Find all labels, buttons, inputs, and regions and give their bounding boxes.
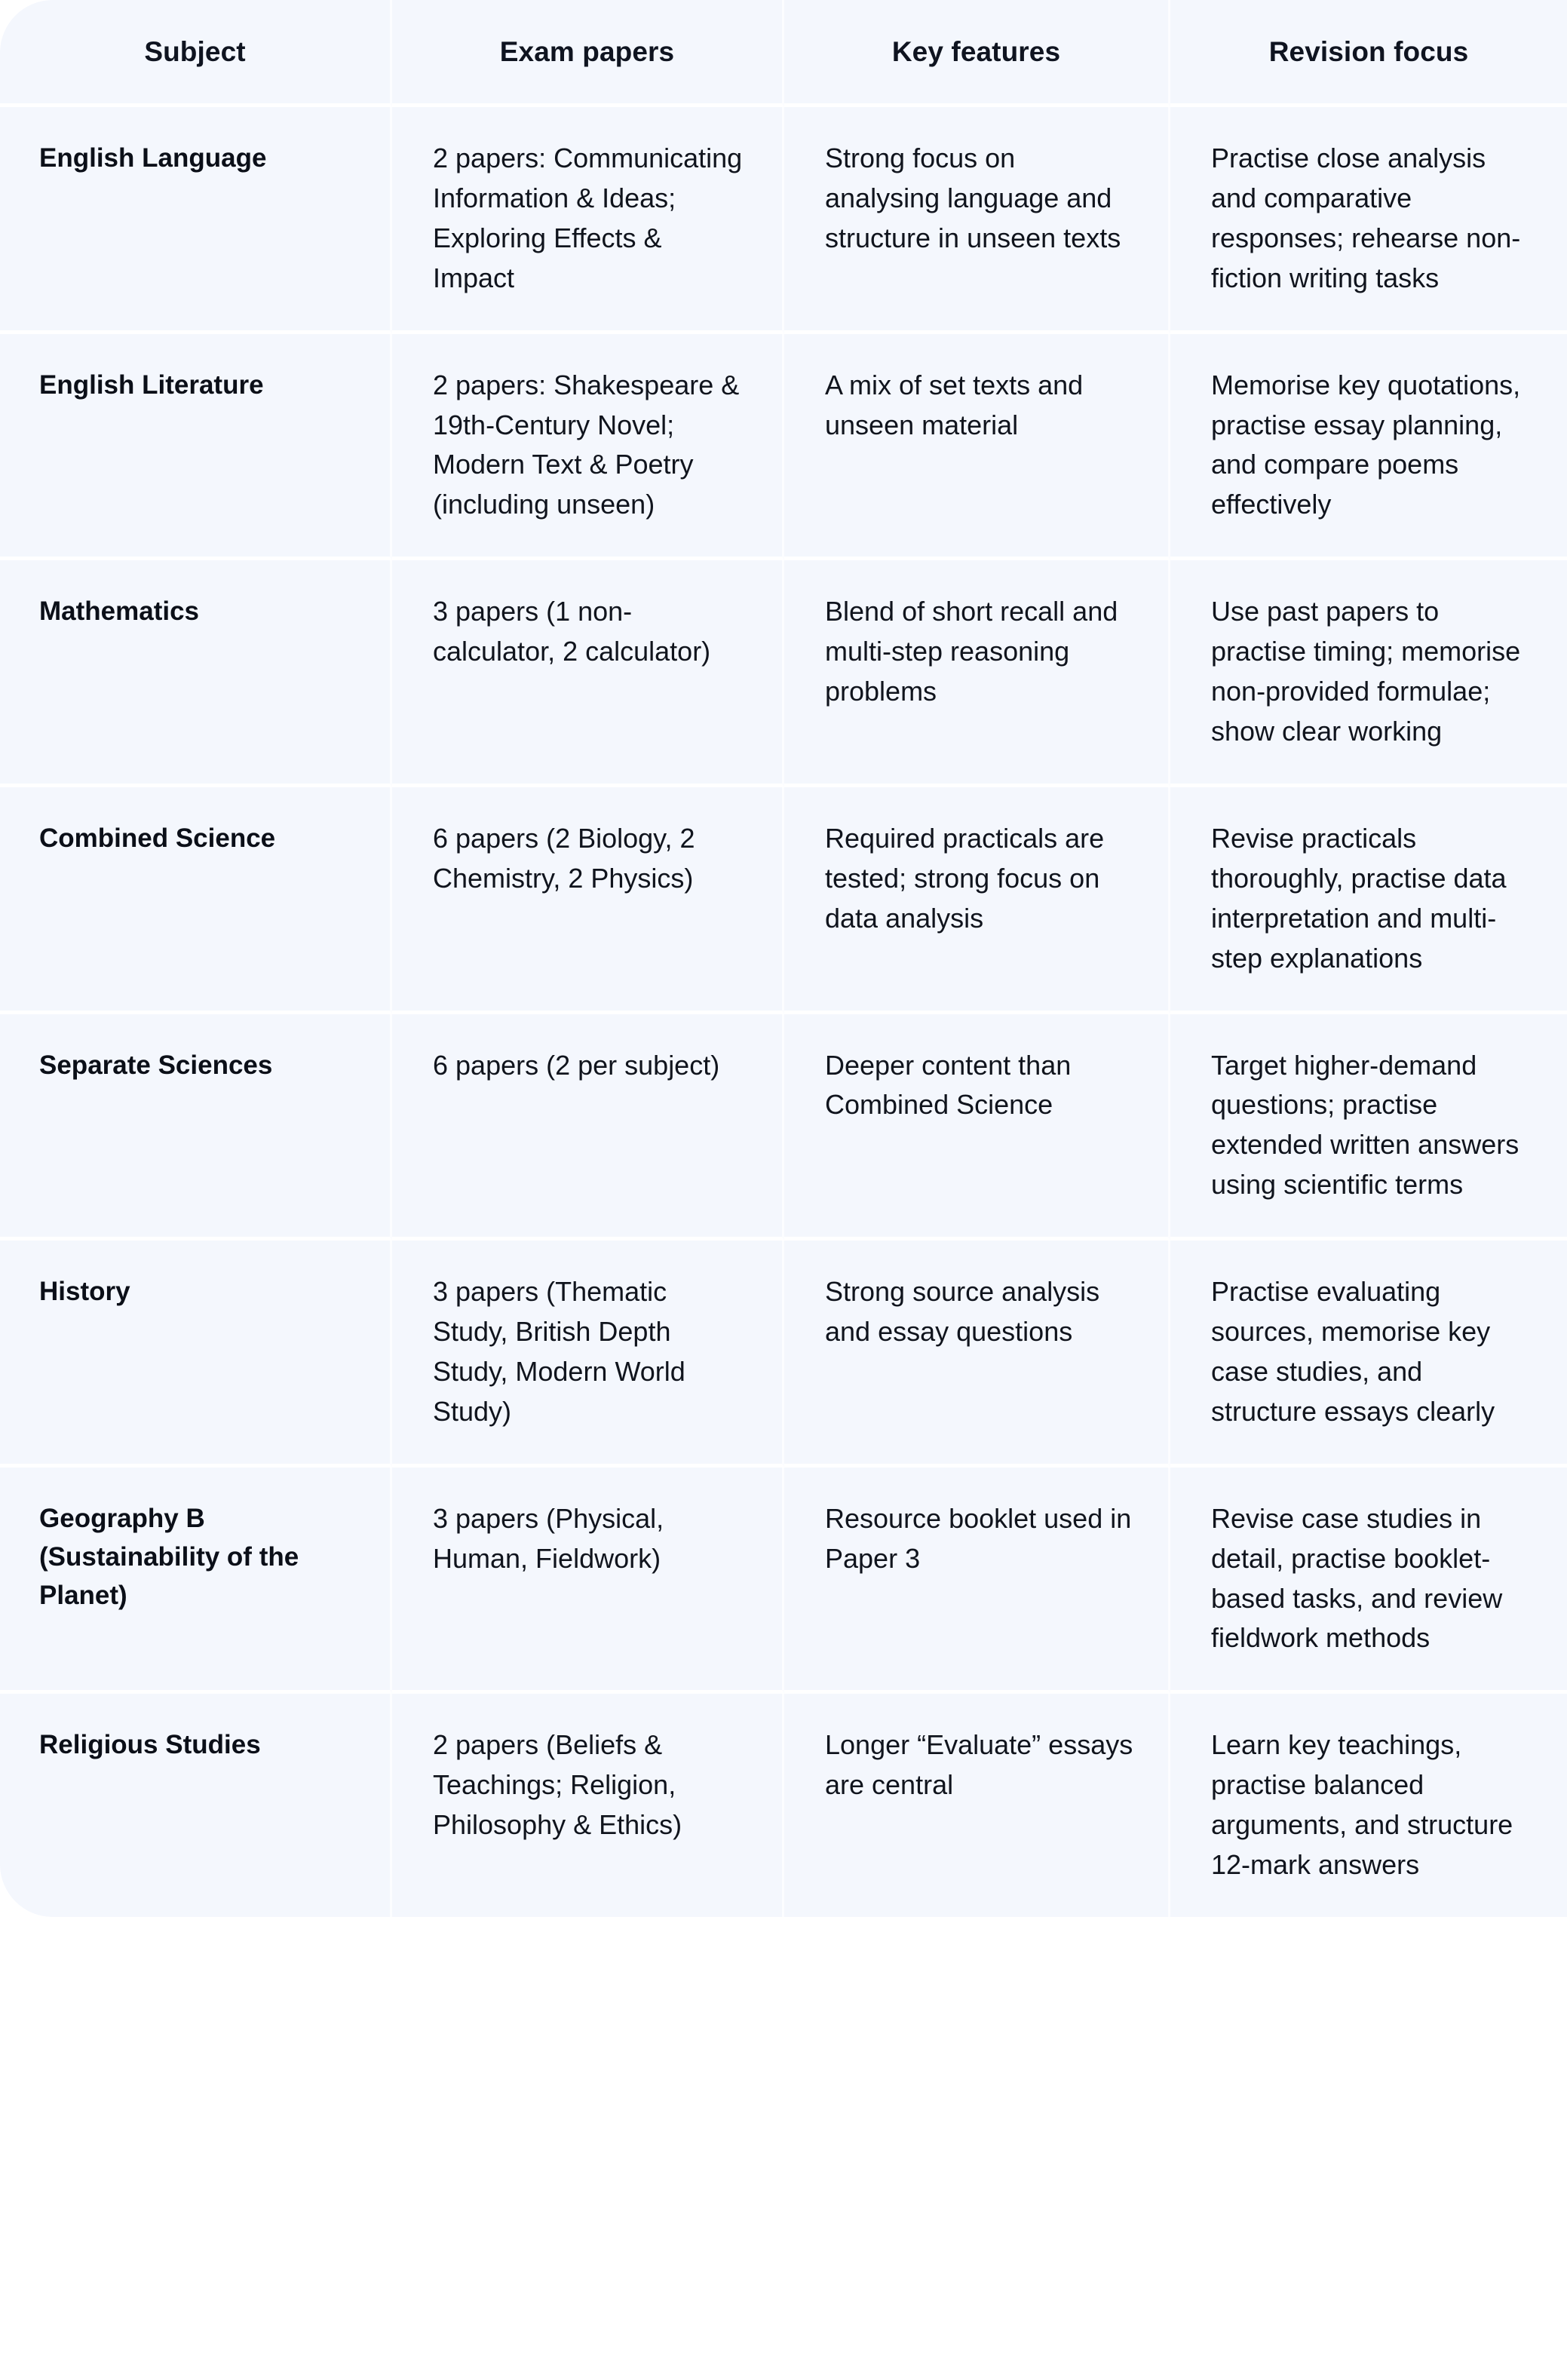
cell-exam-papers: [392, 1014, 784, 1241]
cell-subject: [0, 107, 392, 334]
table-row: [0, 1694, 1567, 1917]
subject-label: Mathematics: [39, 597, 200, 627]
cell-revision-focus: [1170, 1241, 1567, 1468]
cell-key-features: [784, 1014, 1170, 1241]
cell-key-features: [784, 560, 1170, 787]
table-row: [0, 787, 1567, 1014]
cell-revision-focus: [1170, 560, 1567, 787]
table-row: [0, 107, 1567, 334]
exam-papers-text: 3 papers (1 non-calculator, 2 calculator): [433, 596, 711, 667]
table-header: [0, 0, 1567, 107]
column-header-key-features: Key features: [784, 0, 1170, 107]
column-header-subject: Subject: [0, 0, 392, 107]
subject-label: History: [39, 1277, 130, 1307]
revision-focus-text: Use past papers to practise timing; memorise non-provided formulae; show clear working: [1211, 596, 1521, 747]
revision-focus-text: Target higher-demand questions; practise extended written answers using scientific terms: [1211, 1049, 1519, 1201]
cell-exam-papers: [392, 787, 784, 1014]
column-header-revision-focus: Revision focus: [1170, 0, 1567, 107]
cell-exam-papers: [392, 1694, 784, 1917]
cell-subject: [0, 334, 392, 561]
subject-label: Combined Science: [39, 823, 276, 853]
cell-revision-focus: [1170, 1468, 1567, 1695]
revision-focus-text: Practise evaluating sources, memorise key case studies, and structure essays clearly: [1211, 1276, 1495, 1427]
cell-key-features: [784, 1241, 1170, 1468]
revision-focus-text: Revise case studies in detail, practise booklet-based tasks, and review fieldwork methods: [1211, 1502, 1503, 1654]
table-row: [0, 1241, 1567, 1468]
revision-focus-text: Practise close analysis and comparative responses; rehearse non-fiction writing tasks: [1211, 143, 1521, 293]
cell-subject: [0, 1468, 392, 1695]
cell-subject: [0, 1014, 392, 1241]
cell-revision-focus: [1170, 1014, 1567, 1241]
cell-exam-papers: [392, 1468, 784, 1695]
exam-papers-text: 6 papers (2 Biology, 2 Chemistry, 2 Physics): [433, 822, 695, 894]
exam-papers-text: 2 papers: Shakespeare & 19th-Century Novel; Modern Text & Poetry (including unseen): [433, 369, 740, 520]
key-features-text: Strong focus on analysing language and structure in unseen texts: [825, 143, 1121, 253]
cell-exam-papers: [392, 334, 784, 561]
exam-papers-text: 3 papers (Thematic Study, British Depth Study, Modern World Study): [433, 1276, 685, 1427]
cell-subject: [0, 1694, 392, 1917]
subject-label: Religious Studies: [39, 1730, 261, 1760]
exam-papers-text: 6 papers (2 per subject): [433, 1049, 720, 1081]
subject-label: Geography B (Sustainability of the Planet): [39, 1503, 299, 1610]
exam-papers-text: 2 papers (Beliefs & Teachings; Religion, Philosophy & Ethics): [433, 1729, 682, 1841]
cell-revision-focus: [1170, 1694, 1567, 1917]
cell-revision-focus: [1170, 334, 1567, 561]
key-features-text: Longer “Evaluate” essays are central: [825, 1729, 1133, 1801]
column-header-exam-papers: Exam papers: [392, 0, 784, 107]
subject-label: English Language: [39, 143, 267, 173]
key-features-text: Resource booklet used in Paper 3: [825, 1502, 1132, 1574]
key-features-text: Blend of short recall and multi-step reasoning problems: [825, 596, 1118, 707]
table-row: [0, 1468, 1567, 1695]
cell-revision-focus: [1170, 787, 1567, 1014]
subject-label: English Literature: [39, 370, 264, 400]
exam-papers-text: 2 papers: Communicating Information & Ideas; Exploring Effects & Impact: [433, 143, 743, 293]
revision-focus-text: Revise practicals thoroughly, practise data interpretation and multi-step explanations: [1211, 822, 1507, 974]
header-row: [0, 0, 1567, 107]
table-body: [0, 107, 1567, 1917]
cell-key-features: [784, 1694, 1170, 1917]
key-features-text: Deeper content than Combined Science: [825, 1049, 1072, 1121]
table-row: [0, 334, 1567, 561]
table-row: [0, 1014, 1567, 1241]
revision-focus-text: Memorise key quotations, practise essay planning, and compare poems effectively: [1211, 369, 1521, 520]
exam-papers-text: 3 papers (Physical, Human, Fieldwork): [433, 1502, 664, 1574]
cell-key-features: [784, 107, 1170, 334]
cell-exam-papers: [392, 560, 784, 787]
cell-subject: [0, 787, 392, 1014]
cell-subject: [0, 560, 392, 787]
subject-label: Separate Sciences: [39, 1050, 273, 1080]
key-features-text: Required practicals are tested; strong focus on data analysis: [825, 822, 1105, 934]
cell-exam-papers: [392, 107, 784, 334]
cell-exam-papers: [392, 1241, 784, 1468]
key-features-text: A mix of set texts and unseen material: [825, 369, 1084, 440]
revision-focus-text: Learn key teachings, practise balanced arguments, and structure 12-mark answers: [1211, 1729, 1513, 1881]
cell-key-features: [784, 1468, 1170, 1695]
cell-subject: [0, 1241, 392, 1468]
cell-key-features: [784, 334, 1170, 561]
cell-key-features: [784, 787, 1170, 1014]
cell-revision-focus: [1170, 107, 1567, 334]
key-features-text: Strong source analysis and essay questions: [825, 1276, 1100, 1348]
table-row: [0, 560, 1567, 787]
